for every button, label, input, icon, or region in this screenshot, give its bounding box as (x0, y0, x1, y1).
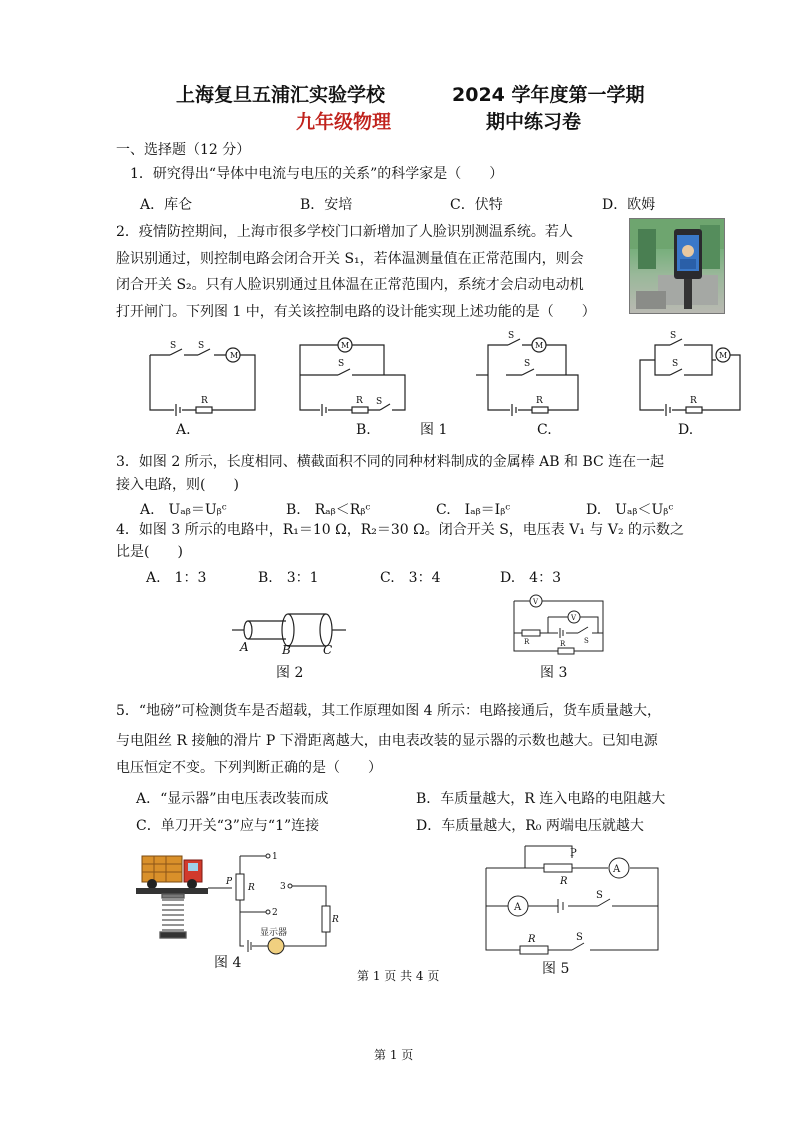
fig1-label-d: D. (678, 422, 694, 438)
svg-text:M: M (719, 351, 728, 360)
fig4-display-label: 显示器 (260, 928, 288, 938)
q2-line1: 2．疫情防控期间，上海市很多学校门口新增加了人脸识别测温系统。若人 (116, 224, 573, 240)
fig1-caption: 图 1 (420, 422, 448, 438)
q1-option-b: B．安培 (300, 197, 353, 213)
q4-option-b: B. 3：1 (258, 570, 319, 586)
svg-text:P: P (226, 877, 233, 887)
svg-text:R: R (690, 396, 697, 406)
svg-text:V: V (571, 614, 577, 622)
fig1-label-c: C. (537, 422, 552, 438)
q3-option-d: D. Uₐᵦ＜Uᵦᶜ (586, 502, 674, 518)
q4-option-d: D. 4：3 (500, 570, 561, 586)
svg-text:R: R (356, 396, 363, 406)
q3-option-a: A. Uₐᵦ＝Uᵦᶜ (140, 502, 227, 518)
svg-text:1: 1 (272, 852, 278, 862)
svg-text:S: S (338, 359, 345, 369)
q3-option-b: B. Rₐᵦ＜Rᵦᶜ (286, 502, 371, 518)
svg-text:S: S (672, 359, 679, 369)
svg-text:S: S (584, 637, 589, 645)
q1-option-c: C．伏特 (450, 197, 503, 213)
svg-text:A: A (514, 902, 522, 913)
svg-text:S: S (576, 932, 583, 943)
figure3-circuit (508, 593, 608, 663)
svg-text:3: 3 (280, 882, 286, 892)
svg-text:A: A (613, 864, 621, 875)
fig3-caption: 图 3 (540, 665, 568, 681)
q5-option-d: D．车质量越大，R₀ 两端电压就越大 (416, 818, 644, 834)
q2-line2: 脸识别通过，则控制电路会闭合开关 S₁，若体温测量值在正常范围内，则会 (116, 251, 584, 267)
svg-text:S: S (670, 331, 677, 341)
q5-line3: 电压恒定不变。下列判断正确的是（ ） (116, 760, 382, 776)
face-recognition-photo (629, 218, 725, 314)
paper-title: 期中练习卷 (486, 111, 582, 133)
figure4-weighbridge (136, 848, 346, 968)
svg-text:2: 2 (272, 908, 278, 918)
q2-line3: 闭合开关 S₂。只有人脸识别通过且体温在正常范围内，系统才会启动电动机 (116, 277, 584, 293)
svg-text:M: M (341, 341, 350, 350)
fig2-caption: 图 2 (276, 665, 304, 681)
school-name: 上海复旦五浦汇实验学校 (176, 84, 386, 106)
q4-line1: 4．如图 3 所示的电路中，R₁＝10 Ω，R₂＝30 Ω。闭合开关 S，电压表 V₁ 与 V₂ 的示数之 (116, 522, 685, 538)
svg-text:P: P (570, 848, 577, 859)
q3-line1: 3．如图 2 所示，长度相同、横截面积不同的同种材料制成的金属棒 AB 和 BC 连在一起 (116, 454, 665, 470)
q4-option-c: C. 3：4 (380, 570, 441, 586)
svg-text:R: R (248, 883, 255, 893)
svg-text:R: R (560, 640, 566, 648)
q5-option-c: C．单刀开关“3”应与“1”连接 (136, 818, 320, 834)
subject-title: 九年级物理 (296, 111, 392, 133)
figure1-circuits (140, 331, 740, 425)
q5-line2: 与电阻丝 R 接触的滑片 P 下滑距离越大，由电表改装的显示器的示数也越大。已知电源 (116, 733, 658, 749)
q3-option-c: C. Iₐᵦ＝Iᵦᶜ (436, 502, 511, 518)
q1-option-d: D．欧姆 (602, 197, 656, 213)
svg-text:R: R (524, 638, 530, 646)
fig1-label-a: A. (176, 422, 191, 438)
q1-option-a: A．库仑 (140, 197, 193, 213)
term-title: 2024 学年度第一学期 (452, 84, 645, 106)
q3-line2: 接入电路，则( ) (116, 477, 239, 493)
page-number-inner: 第 1 页 共 4 页 (357, 969, 440, 983)
page-number-outer: 第 1 页 (374, 1048, 414, 1062)
svg-text:R: R (528, 934, 536, 945)
q4-option-a: A. 1：3 (146, 570, 207, 586)
svg-text:S: S (198, 341, 205, 351)
section-title: 一、选择题（12 分） (116, 142, 251, 158)
circuit-c (476, 338, 578, 416)
svg-text:R: R (201, 396, 208, 406)
q1-stem: 1．研究得出“导体中电流与电压的关系”的科学家是（ ） (130, 166, 504, 182)
fig2-label-a: A (240, 640, 249, 654)
svg-text:S: S (596, 890, 603, 901)
svg-text:M: M (535, 341, 544, 350)
q5-line1: 5．“地磅”可检测货车是否超载，其工作原理如图 4 所示：电路接通后，货车质量越大， (116, 703, 662, 719)
fig1-label-b: B. (356, 422, 371, 438)
figure5-circuit (480, 844, 660, 954)
svg-text:M: M (230, 351, 239, 360)
svg-text:R: R (332, 915, 339, 925)
fig2-label-b: B (282, 643, 291, 657)
circuit-b (300, 338, 405, 416)
svg-text:S: S (508, 331, 515, 341)
fig2-label-c: C (323, 643, 333, 657)
q5-option-a: A．“显示器”由电压表改装而成 (136, 791, 329, 807)
q2-line4: 打开闸门。下列图 1 中，有关该控制电路的设计能实现上述功能的是（ ） (116, 304, 596, 320)
svg-text:S: S (170, 341, 177, 351)
truck-icon (142, 856, 202, 889)
q5-option-b: B．车质量越大，R 连入电路的电阻越大 (416, 791, 666, 807)
svg-text:S: S (524, 359, 531, 369)
fig4-caption: 图 4 (214, 955, 242, 971)
svg-text:R: R (560, 876, 568, 887)
svg-text:S: S (376, 397, 383, 407)
svg-text:R: R (536, 396, 543, 406)
q4-line2: 比是( ) (116, 544, 183, 560)
svg-text:V: V (533, 598, 539, 606)
fig5-caption: 图 5 (542, 961, 570, 977)
